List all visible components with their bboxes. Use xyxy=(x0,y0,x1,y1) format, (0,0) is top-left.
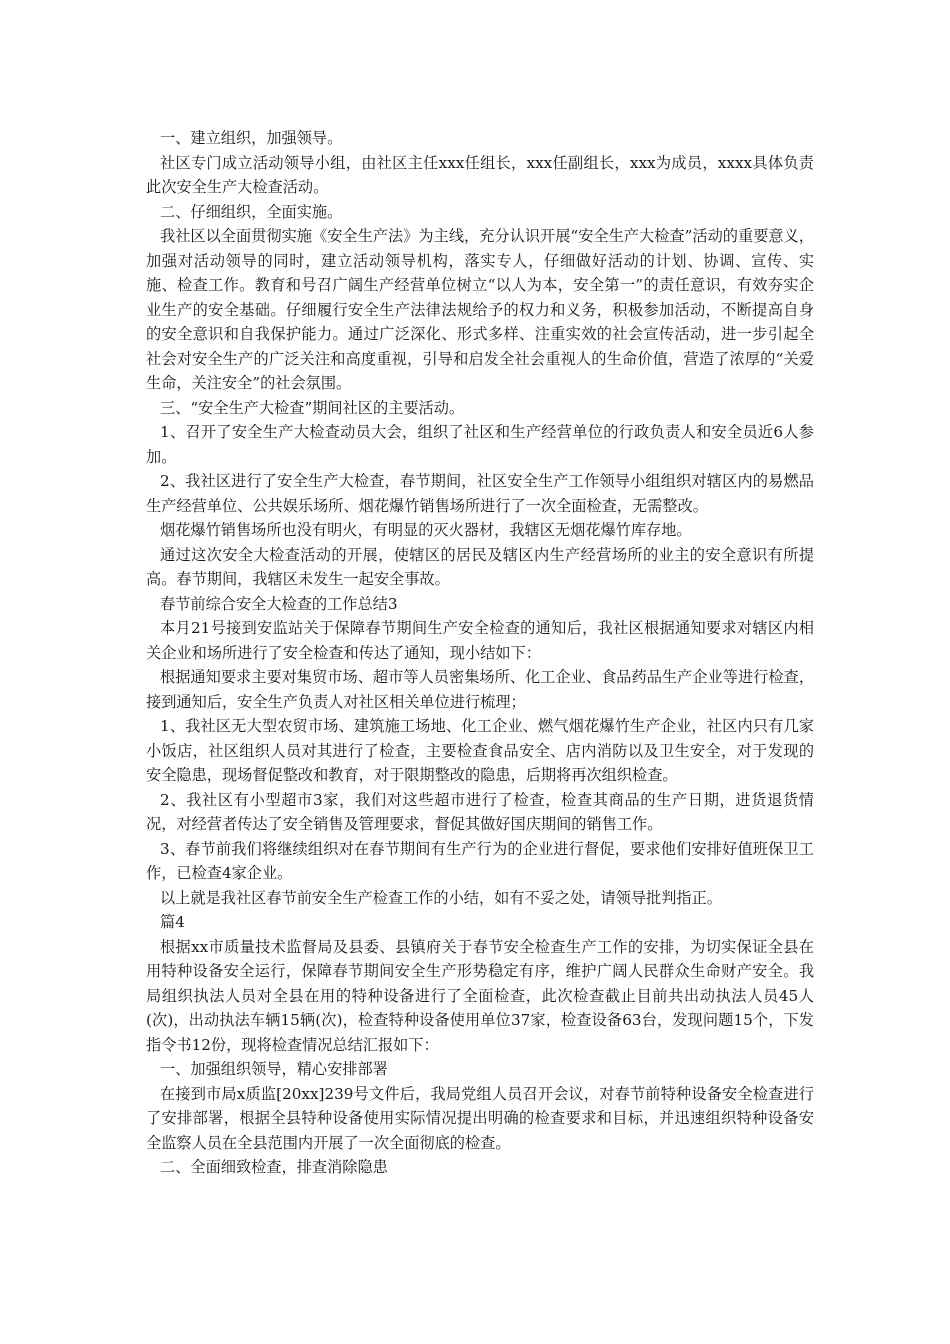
heading-strengthen-leadership: 一、加强组织领导，精心安排部署 xyxy=(160,1060,388,1078)
paragraph: 根据xx市质量技术监督局及县委、县镇府关于春节安全检查生产工作的安排，为切实保证全县在用特种设备安全运行，保障春节期间安全生产形势稳定有序，维护广阔人民群众生命财产安全。我局组织执法人员对全县在用的特种设备进行了全面检查，此次检查截止目前共出动执法人员45人(次)，出动执法车辆15辆(次)，检查特种设备使用单位37家，检查设备63台，发现问题15个，下发指令书12份，现将检查情况总结汇报如下： xyxy=(146,937,814,1054)
paragraph: 本月21号接到安监站关于保障春节期间生产安全检查的通知后，我社区根据通知要求对辖区内相关企业和场所进行了安全检查和传达了通知，现小结如下： xyxy=(146,619,814,662)
heading-careful-organization: 二、仔细组织，全面实施。 xyxy=(160,202,343,221)
heading-establish-organization: 一、建立组织，加强领导。 xyxy=(160,129,343,147)
document-page xyxy=(146,126,814,1180)
paragraph: 根据通知要求主要对集贸市场、超市等人员密集场所、化工企业、食品药品生产企业等进行检查，接到通知后，安全生产负责人对社区相关单位进行梳理； xyxy=(146,668,814,711)
list-item: 2、我社区进行了安全生产大检查，春节期间，社区安全生产工作领导小组组织对辖区内的易燃品生产经营单位、公共娱乐场所、烟花爆竹销售场所进行了一次全面检查，无需整改。 xyxy=(146,472,814,515)
section-title-part-4: 篇4 xyxy=(160,913,185,931)
paragraph: 社区专门成立活动领导小组，由社区主任xxx任组长，xxx任副组长，xxx为成员，xxxx具体负责此次安全生产大检查活动。 xyxy=(146,153,814,196)
heading-main-activities: 三、“安全生产大检查”期间社区的主要活动。 xyxy=(160,398,465,417)
heading-thorough-inspection: 二、全面细致检查，排查消除隐患 xyxy=(160,1158,388,1176)
list-item: 1、我社区无大型农贸市场、建筑施工场地、化工企业、燃气烟花爆竹生产企业，社区内只有几家小饭店，社区组织人员对其进行了检查，主要检查食品安全、店内消防以及卫生安全，对于发现的安全隐患，现场督促整改和教育，对于限期整改的隐患，后期将再次组织检查。 xyxy=(146,717,814,784)
list-item: 1、召开了安全生产大检查动员大会，组织了社区和生产经营单位的行政负责人和安全员近6人参加。 xyxy=(146,423,814,466)
section-title-summary-3: 春节前综合安全大检查的工作总结3 xyxy=(160,594,398,613)
list-item: 2、我社区有小型超市3家，我们对这些超市进行了检查，检查其商品的生产日期，进货退货情况，对经营者传达了安全销售及管理要求，督促其做好国庆期间的销售工作。 xyxy=(146,790,814,833)
paragraph: 在接到市局x质监[20xx]239号文件后，我局党组人员召开会议，对春节前特种设备安全检查进行了安排部署，根据全县特种设备使用实际情况提出明确的检查要求和目标，并迅速组织特种设备安全监察人员在全县范围内开展了一次全面彻底的检查。 xyxy=(146,1084,814,1152)
paragraph: 烟花爆竹销售场所也没有明火，有明显的灭火器材，我辖区无烟花爆竹库存地。 xyxy=(160,521,692,539)
paragraph: 我社区以全面贯彻实施《安全生产法》为主线，充分认识开展“安全生产大检查”活动的重要意义，加强对活动领导的同时，建立活动领导机构，落实专人，仔细做好活动的计划、协调、宣传、实施、检查工作。教育和号召广阔生产经营单位树立“以人为本，安全第一”的责任意识，有效夯实企业生产的安全基础。仔细履行安全生产法律法规给予的权力和义务，积极参加活动，不断提高自身的安全意识和自我保护能力。通过广泛深化、形式多样、注重实效的社会宣传活动，进一步引起全社会对安全生产的广泛关注和高度重视，引导和启发全社会重视人的生命价值，营造了浓厚的“关爱生命，关注安全”的社会氛围。 xyxy=(146,227,814,392)
paragraph: 通过这次安全大检查活动的开展，使辖区的居民及辖区内生产经营场所的业主的安全意识有所提高。春节期间，我辖区未发生一起安全事故。 xyxy=(146,545,814,588)
paragraph: 以上就是我社区春节前安全生产检查工作的小结，如有不妥之处，请领导批判指正。 xyxy=(160,888,722,907)
list-item: 3、春节前我们将继续组织对在春节期间有生产行为的企业进行督促，要求他们安排好值班保卫工作，已检查4家企业。 xyxy=(146,839,814,882)
